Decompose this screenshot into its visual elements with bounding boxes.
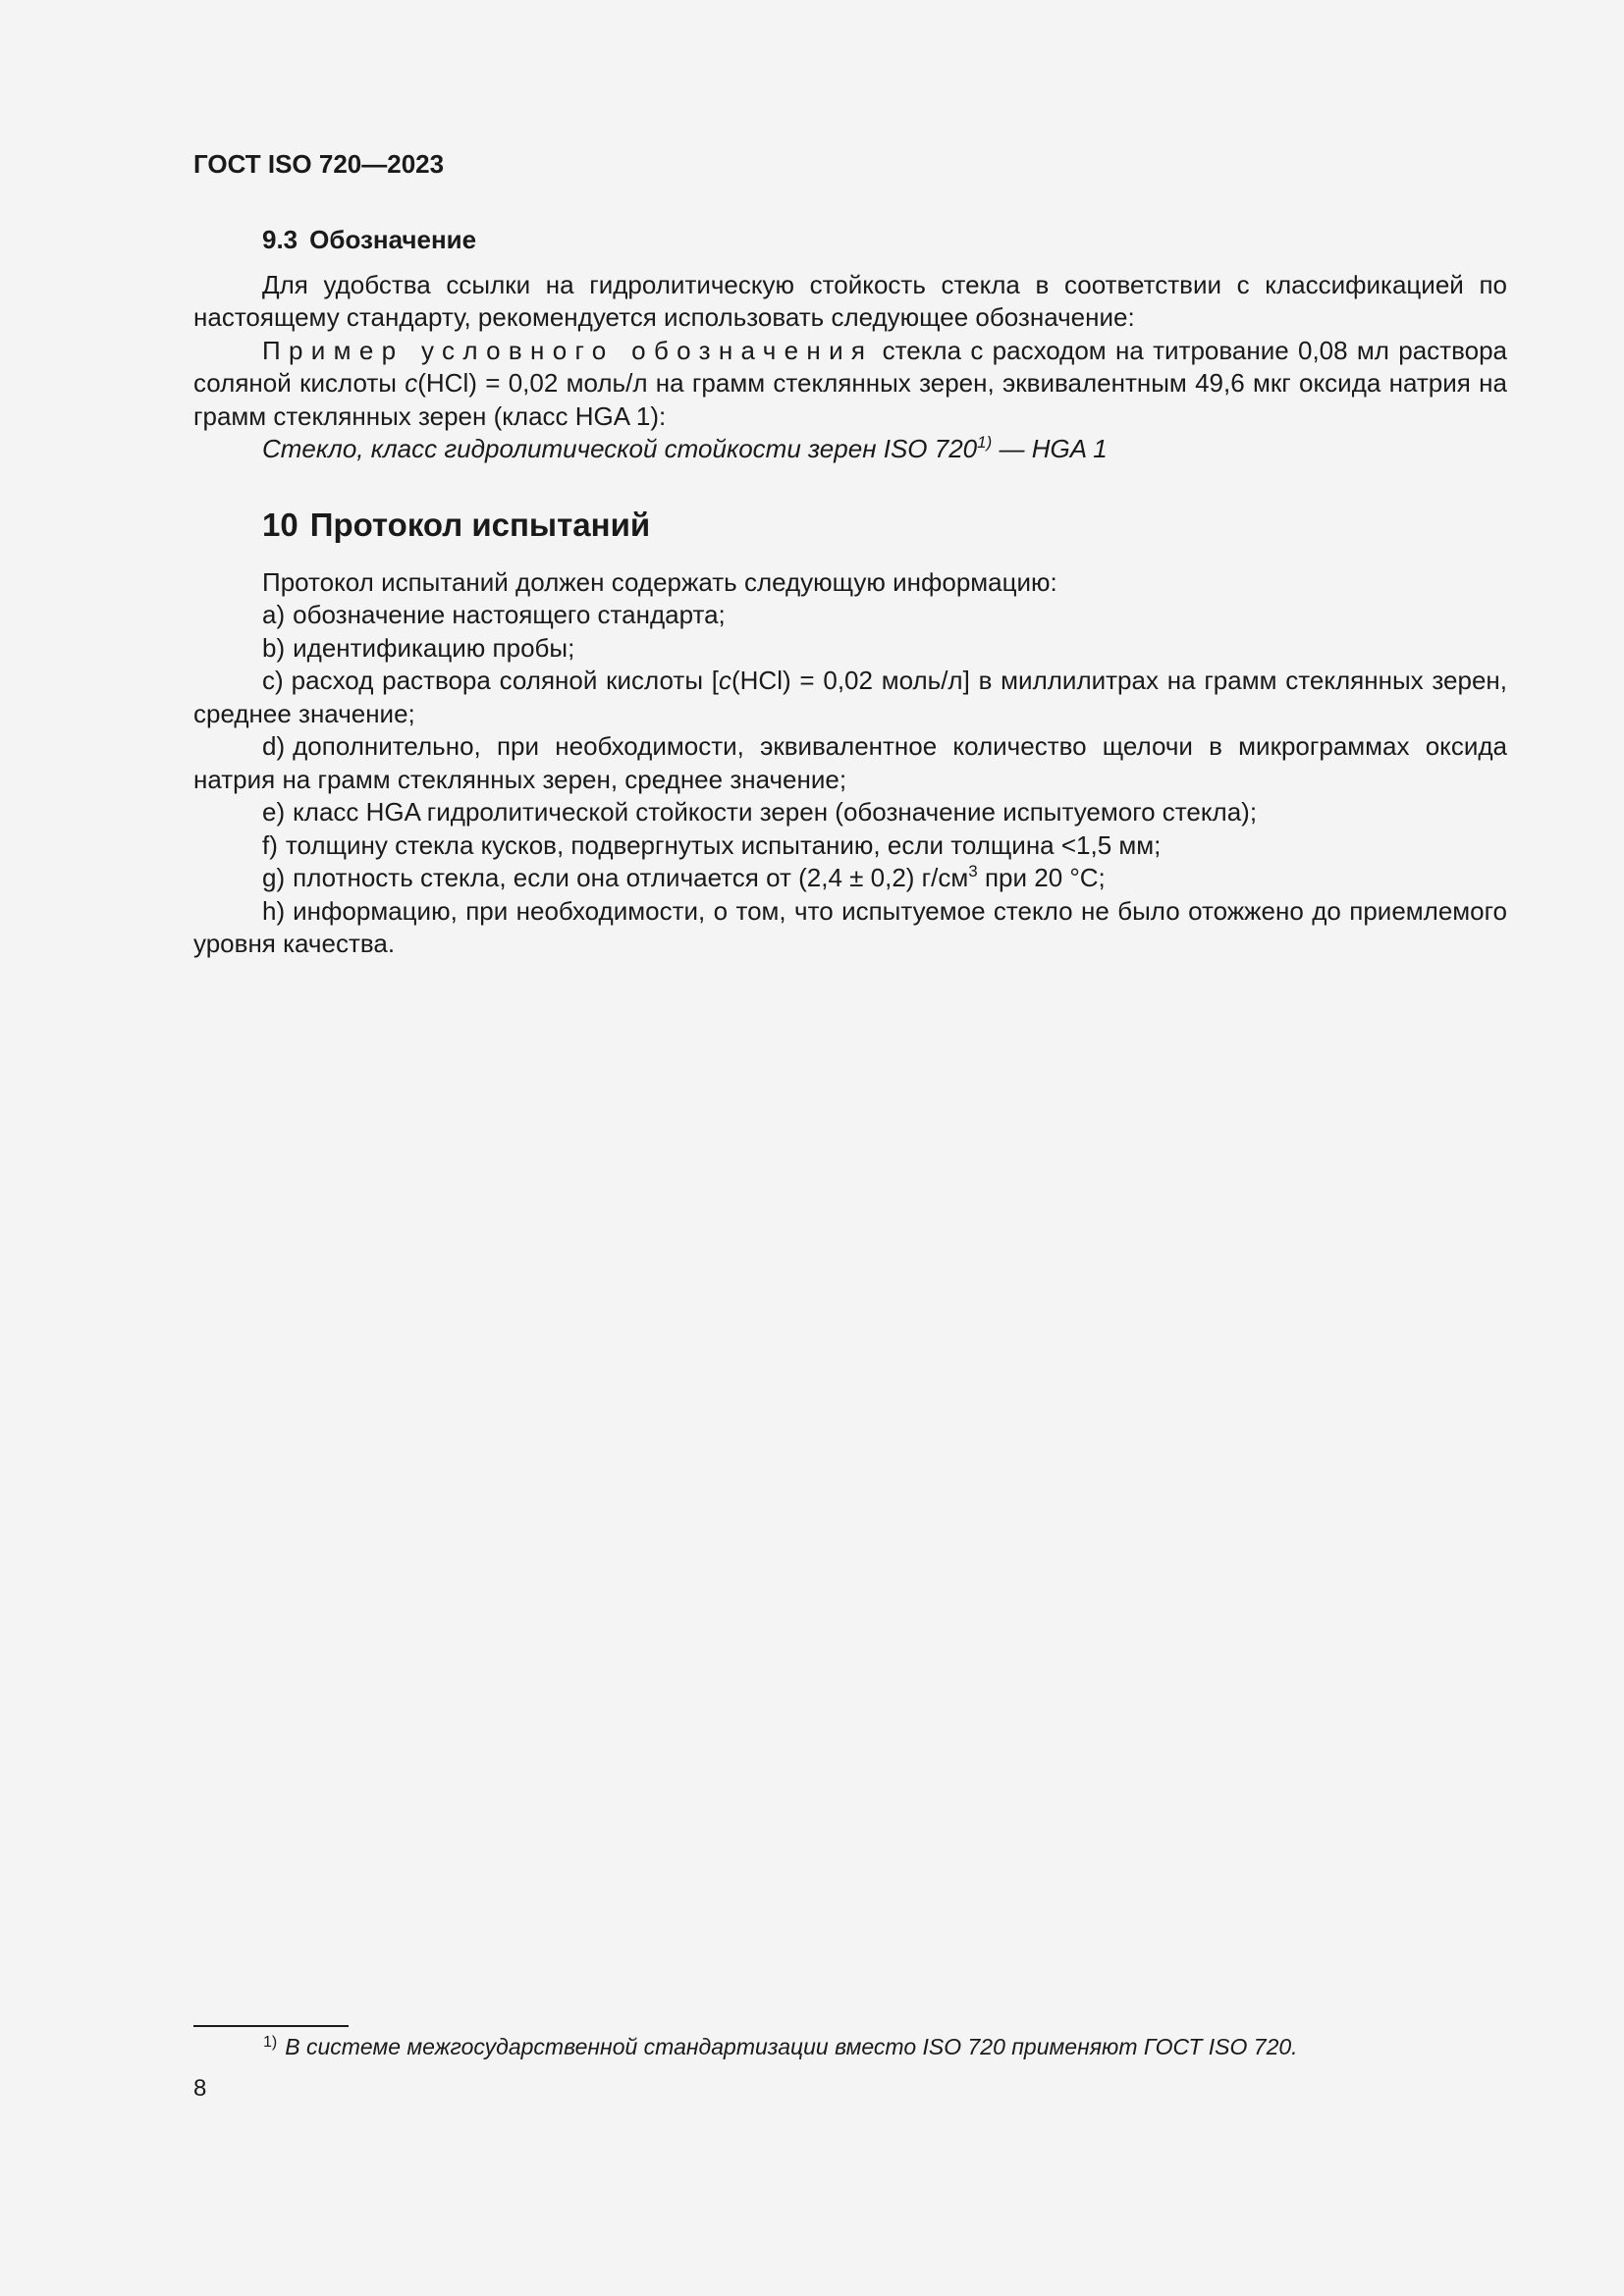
list-item-text-after: (HCl) = 0,02 моль/л] в миллилитрах на грамм стеклянных зерен, среднее значение; (193, 666, 1507, 728)
list-item-text-before: расход раствора соляной кислоты [ (291, 666, 719, 695)
list-item-symbol: c (719, 666, 731, 695)
list-item-text: толщину стекла кусков, подвергнутых испытанию, если толщина <1,5 мм; (285, 829, 1162, 860)
list-item (193, 632, 1507, 666)
list-item (193, 599, 1507, 632)
example-text-part1: стекла с расходом на титрование 0,08 мл раствора соляной кислоты (193, 335, 1507, 398)
list-item-text: дополнительно, при необходимости, эквивалентное количество щелочи в микрограммах оксида натрия на грамм стеклянных зерен, среднее значение; (193, 731, 1507, 794)
designation-main: Стекло, класс гидролитической стойкости зерен ISO 720 (262, 434, 978, 463)
example-symbol: c (405, 368, 418, 398)
list-item (193, 796, 1507, 829)
list-item-text: информацию, при необходимости, о том, что испытуемое стекло не было отожжено до приемлемого уровня качества. (193, 895, 1507, 958)
list-item-letter: c) (262, 666, 284, 695)
list-item-text: обозначение настоящего стандарта; (293, 600, 726, 629)
list-item-text: идентификацию пробы; (293, 632, 575, 663)
list-item-letter: e) (262, 797, 286, 827)
list-item (193, 730, 1507, 796)
subsection-number: 9.3 (262, 225, 298, 254)
page-content (193, 224, 1507, 961)
subsection-title: Обозначение (309, 225, 477, 254)
list-item-letter: a) (262, 600, 286, 629)
footnote-mark: 1) (263, 2034, 278, 2051)
footnote-divider (193, 2025, 349, 2027)
section-intro: Протокол испытаний должен содержать следующую информацию: (262, 566, 1057, 597)
example-text-part2: (HCl) = 0,02 моль/л на грамм стеклянных зерен, эквивалентным 49,6 мкг оксида натрия на грамм стеклянных зерен (класс HGA 1): (193, 368, 1507, 431)
list-item-text-after: при 20 °С; (977, 863, 1106, 892)
example-label: Пример условного обозначения (262, 335, 874, 365)
document-code-header: ГОСТ ISO 720—2023 (193, 149, 445, 179)
list-item (193, 665, 1507, 730)
list-item-letter: h) (262, 895, 286, 926)
list-item-text: класс HGA гидролитической стойкости зерен (обозначение испытуемого стекла); (293, 797, 1258, 827)
designation-example (193, 433, 1507, 466)
list-item (193, 862, 1507, 895)
footnote-text: В системе межгосударственной стандартизации вместо ISO 720 применяют ГОСТ ISO 720. (285, 2034, 1298, 2059)
footnote-reference[interactable]: 1) (977, 433, 993, 452)
subsection-heading (262, 224, 1507, 257)
section-number: 10 (262, 506, 298, 543)
list-item-letter: d) (262, 731, 286, 761)
list-item-letter: f) (262, 829, 278, 860)
list-item-letter: g) (262, 863, 286, 892)
list-item (193, 895, 1507, 961)
section-heading (262, 506, 1507, 545)
footnote (263, 2032, 1298, 2061)
list-item-text-before: плотность стекла, если она отличается от (2,4 ± 0,2) г/см (293, 863, 969, 892)
designation-tail: — HGA 1 (992, 434, 1108, 463)
list-item (193, 829, 1507, 863)
list-item-letter: b) (262, 632, 286, 663)
superscript-exponent: 3 (968, 862, 978, 881)
page-number: 8 (193, 2075, 207, 2102)
section-title: Протокол испытаний (309, 506, 651, 543)
subsection-intro: Для удобства ссылки на гидролитическую стойкость стекла в соответствии с классификацией по настоящему стандарту, рекомендуется использовать следующее обозначение: (193, 269, 1507, 332)
example-paragraph (193, 335, 1507, 434)
